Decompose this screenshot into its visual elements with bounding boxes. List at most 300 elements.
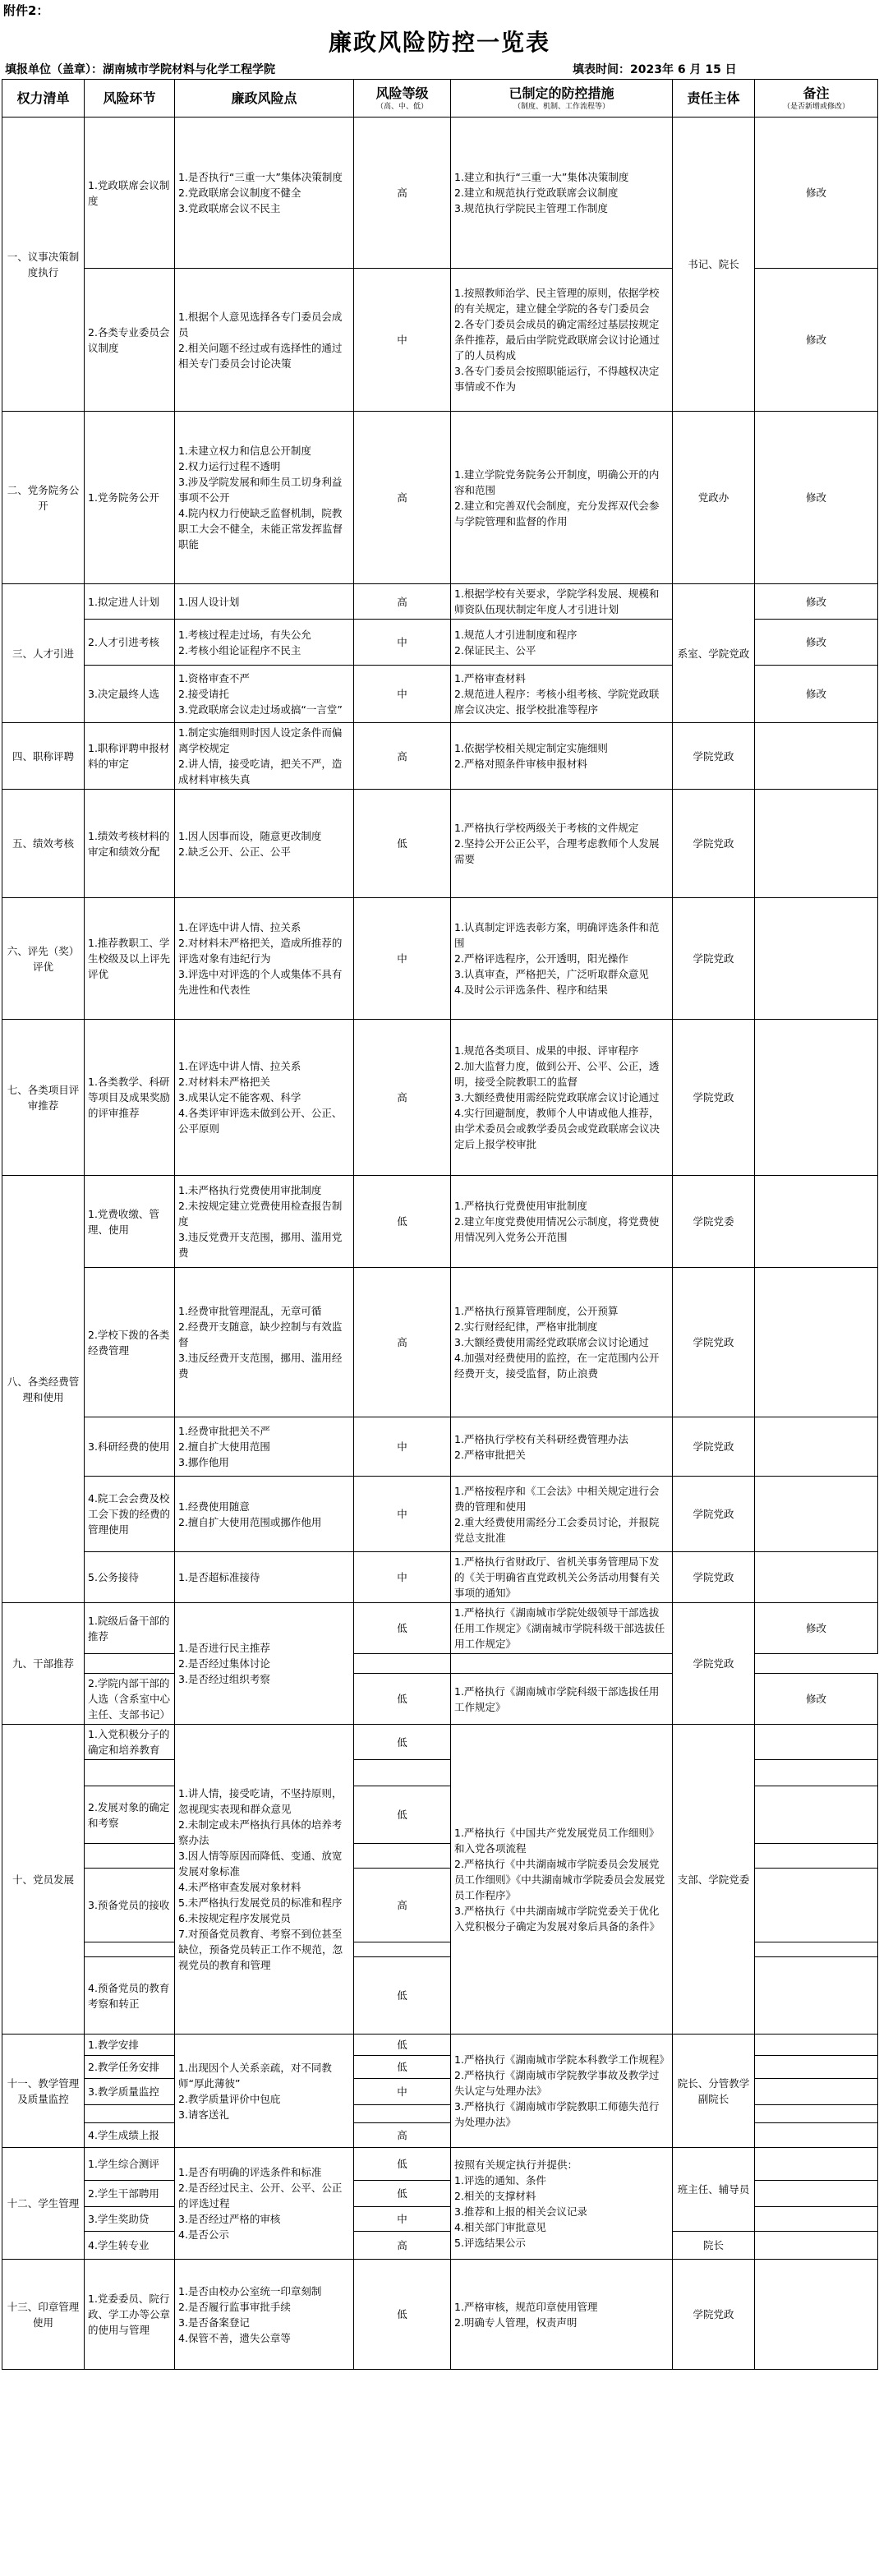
risk-level-cell: 中 [354, 2079, 451, 2105]
risk-point-line: 4.保管不善，遗失公章等 [178, 2331, 291, 2344]
risk-level-cell: 高 [354, 118, 451, 269]
note-cell [755, 2105, 878, 2123]
note-cell: 修改 [755, 412, 878, 584]
table-row [2, 1020, 878, 1176]
risk-point-line: 2.是否经过民主、公开、公平、公正的评选过程 [178, 2182, 343, 2210]
note-cell [755, 1942, 878, 1957]
risk-point-line: 2.对材料未严格把关，造成所推荐的评选对象有违纪行为 [178, 937, 343, 965]
measure-line: 1.按照教师治学、民主管理的原则，依据学校的有关规定，建立健全学院的各专门委员会 [454, 287, 660, 315]
note-cell [755, 2148, 878, 2181]
note-cell [755, 2181, 878, 2207]
measure-cell [451, 2148, 673, 2260]
risk-step-cell: 1.党政联席会议制度 [85, 118, 175, 269]
measure-line: 4.加强对经费使用的监控，在一定范围内公开经费开支，接受监督，防止浪费 [454, 1352, 660, 1380]
risk-level-cell: 低 [354, 1786, 451, 1844]
measure-line: 2.建立和规范执行党政联席会议制度 [454, 187, 619, 199]
risk-step-cell: 2.教学任务安排 [85, 2056, 175, 2079]
power-list-cell: 六、评先（奖）评优 [2, 898, 85, 1020]
risk-point-line: 1.经费使用随意 [178, 1500, 250, 1513]
measure-line: 1.严格审查材料 [454, 672, 526, 684]
risk-point-line: 2.教学质量评价中包庇 [178, 2092, 281, 2105]
risk-step-cell: 1.推荐教职工、学生校级及以上评先评优 [85, 898, 175, 1020]
measure-cell [451, 2260, 673, 2370]
responsible-cell: 学院党政 [673, 2260, 755, 2370]
risk-point-line: 2.对材料未严格把关 [178, 1076, 270, 1088]
risk-point-cell [175, 269, 354, 412]
risk-step-cell: 1.党委委员、院行政、学工办等公章的使用与管理 [85, 2260, 175, 2370]
power-list-cell: 十三、印章管理使用 [2, 2260, 85, 2370]
measure-line: 1.规范各类项目、成果的申报、评审程序 [454, 1044, 639, 1057]
risk-point-cell [175, 412, 354, 584]
attachment-label: 附件2： [3, 3, 49, 18]
risk-point-line: 1.经费审批把关不严 [178, 1425, 270, 1437]
risk-point-line: 1.在评选中讲人情、拉关系 [178, 1060, 301, 1072]
risk-point-line: 6.未按规定程序发展党员 [178, 1912, 291, 1924]
risk-point-cell [175, 584, 354, 620]
risk-step-cell: 4.预备党员的教育考察和转正 [85, 1957, 175, 2035]
risk-level-cell: 中 [354, 269, 451, 412]
measure-line: 2.严格对照条件审核申报材料 [454, 758, 587, 770]
risk-step-cell: 1.职称评聘申报材料的审定 [85, 723, 175, 790]
risk-point-line: 1.出现因个人关系亲疏，对不同教师“厚此薄彼” [178, 2061, 332, 2090]
risk-point-line: 3.是否经过组织考察 [178, 1673, 270, 1685]
measure-cell [451, 1725, 673, 2035]
table-row [2, 1603, 878, 1654]
risk-level-cell: 低 [354, 2035, 451, 2056]
responsible-cell: 学院党政 [673, 1020, 755, 1176]
measure-cell [451, 620, 673, 666]
measure-line: 2.相关的支撑材料 [454, 2189, 536, 2202]
measure-line: 1.严格执行党费使用审批制度 [454, 1200, 587, 1212]
note-cell [755, 2232, 878, 2260]
measure-line: 1.严格按程序和《工会法》中相关规定进行会费的管理和使用 [454, 1484, 660, 1513]
risk-point-line: 4.院内权力行使缺乏监督机制，院教职工大会不健全，未能正常发挥监督职能 [178, 507, 343, 551]
risk-step-cell: 1.拟定进人计划 [85, 584, 175, 620]
note-cell [755, 1786, 878, 1844]
risk-point-line: 2.未制定或未严格执行具体的培养考察办法 [178, 1818, 343, 1846]
measure-line: 2.严格执行《湖南城市学院教学事故及教学过失认定与处理办法》 [454, 2069, 660, 2097]
risk-level-cell: 低 [354, 790, 451, 898]
measure-line: 1.建立学院党务院务公开制度，明确公开的内容和范围 [454, 468, 660, 496]
responsible-cell: 学院党政 [673, 1603, 755, 1725]
measure-line: 1.严格执行学校两级关于考核的文件规定 [454, 822, 639, 834]
measure-line: 2.保证民主、公平 [454, 643, 536, 657]
measure-line: 2.严格审批把关 [454, 1448, 526, 1461]
risk-point-line: 1.是否由校办公室统一印章刻制 [178, 2284, 322, 2297]
table-row [2, 2035, 878, 2056]
risk-point-cell [175, 1417, 354, 1477]
risk-level-cell: 高 [354, 584, 451, 620]
risk-step-cell: 4.学生转专业 [85, 2232, 175, 2260]
note-cell [755, 1020, 878, 1176]
responsible-cell: 班主任、辅导员 [673, 2148, 755, 2232]
risk-control-table [2, 79, 878, 2370]
risk-step-cell: 2.各类专业委员会议制度 [85, 269, 175, 412]
table-row [2, 898, 878, 1020]
table-row [2, 118, 878, 269]
note-cell [755, 898, 878, 1020]
risk-step-cell: 3.教学质量监控 [85, 2079, 175, 2105]
measure-line: 1.认真制定评选表彰方案，明确评选条件和范围 [454, 921, 660, 949]
note-cell [755, 1552, 878, 1603]
table-row [2, 584, 878, 620]
risk-step-cell: 4.院工会会费及校工会下拨的经费的管理使用 [85, 1477, 175, 1552]
risk-point-cell [175, 1725, 354, 2035]
power-list-cell: 二、党务院务公开 [2, 412, 85, 584]
risk-step-cell [85, 1760, 175, 1786]
risk-level-cell: 中 [354, 620, 451, 666]
risk-step-cell: 1.各类教学、科研等项目及成果奖励的评审推荐 [85, 1020, 175, 1176]
risk-level-cell: 高 [354, 1869, 451, 1942]
note-cell [755, 1844, 878, 1869]
measure-line: 1.严格执行预算管理制度，公开预算 [454, 1305, 619, 1317]
power-list-cell: 九、干部推荐 [2, 1603, 85, 1725]
risk-step-cell: 1.学生综合测评 [85, 2148, 175, 2181]
risk-point-line: 1.是否超标准接待 [178, 1571, 260, 1583]
measure-line: 2.明确专人管理，权责声明 [454, 2316, 578, 2329]
measure-cell [451, 1674, 673, 1725]
note-cell [755, 790, 878, 898]
risk-step-cell [85, 1654, 175, 1674]
risk-step-cell: 2.学生干部聘用 [85, 2181, 175, 2207]
header-risk-level: 风险等级 （高、中、低） [354, 80, 451, 118]
risk-level-cell: 高 [354, 2123, 451, 2148]
table-row [2, 1417, 878, 1477]
risk-step-cell: 1.教学安排 [85, 2035, 175, 2056]
table-row [2, 2148, 878, 2181]
measure-cell [451, 1176, 673, 1268]
responsible-cell: 党政办 [673, 412, 755, 584]
risk-point-line: 3.涉及学院发展和师生员工切身利益事项不公开 [178, 476, 343, 504]
risk-level-cell [354, 1760, 451, 1786]
measure-line: 3.严格执行《中共湖南城市学院党委关于优化入党积极分子确定为发展对象后具备的条件》 [454, 1904, 660, 1933]
table-row [2, 790, 878, 898]
risk-point-line: 3.是否备案登记 [178, 2316, 250, 2329]
measure-line: 2.坚持公开公正公平，合理考虑教师个人发展需要 [454, 837, 660, 865]
risk-level-cell: 高 [354, 1268, 451, 1417]
power-list-cell: 五、绩效考核 [2, 790, 85, 898]
measure-line: 2.建立和完善双代会制度，充分发挥双代会参与学院管理和监督的作用 [454, 499, 660, 528]
header-measures: 已制定的防控措施 （制度、机制、工作流程等） [451, 80, 673, 118]
risk-level-cell: 低 [354, 2148, 451, 2181]
table-body [2, 118, 878, 2370]
risk-point-line: 3.因人情等原因而降低、变通、放宽发展对象标准 [178, 1850, 343, 1878]
risk-point-cell [175, 666, 354, 723]
risk-step-cell: 3.预备党员的接收 [85, 1869, 175, 1942]
risk-step-cell [85, 1942, 175, 1957]
risk-point-line: 4.是否公示 [178, 2228, 229, 2241]
measure-cell [451, 412, 673, 584]
risk-point-cell [175, 620, 354, 666]
measure-line: 4.相关部门审批意见 [454, 2220, 546, 2233]
risk-level-cell: 低 [354, 2181, 451, 2207]
risk-step-cell: 1.院级后备干部的推荐 [85, 1603, 175, 1654]
note-cell [755, 1477, 878, 1552]
measure-line: 1.严格执行《湖南城市学院本科教学工作规程》 [454, 2053, 670, 2066]
risk-level-cell: 中 [354, 666, 451, 723]
note-cell [755, 1417, 878, 1477]
risk-point-cell [175, 2148, 354, 2260]
power-list-cell: 一、议事决策制度执行 [2, 118, 85, 412]
power-list-cell: 十一、教学管理及质量监控 [2, 2035, 85, 2148]
measure-line: 1.依据学校相关规定制定实施细则 [454, 742, 608, 754]
risk-level-cell: 低 [354, 1725, 451, 1760]
risk-level-cell: 低 [354, 1957, 451, 2035]
responsible-cell: 学院党政 [673, 1417, 755, 1477]
table-header-row [2, 80, 878, 118]
risk-point-cell [175, 1552, 354, 1603]
risk-point-line: 1.讲人情，接受吃请，不坚持原则，忽视现实表现和群众意见 [178, 1787, 343, 1815]
risk-step-cell: 1.入党积极分子的确定和培养教育 [85, 1725, 175, 1760]
risk-level-cell: 低 [354, 2056, 451, 2079]
risk-point-cell [175, 790, 354, 898]
note-cell [755, 1869, 878, 1942]
risk-point-line: 2.党政联席会议制度不健全 [178, 187, 301, 199]
risk-point-line: 3.评选中对评选的个人或集体不具有先进性和代表性 [178, 968, 343, 996]
note-cell [755, 1957, 878, 2035]
measure-cell [451, 898, 673, 1020]
table-row [2, 1176, 878, 1268]
responsible-cell: 院长、分管教学副院长 [673, 2035, 755, 2148]
measure-cell [451, 1020, 673, 1176]
note-cell [755, 2123, 878, 2148]
power-list-cell: 十二、学生管理 [2, 2148, 85, 2260]
measure-line: 1.规范人才引进制度和程序 [454, 628, 578, 641]
risk-point-line: 1.考核过程走过场，有失公允 [178, 628, 311, 641]
risk-point-line: 2.是否经过集体讨论 [178, 1657, 270, 1670]
risk-point-line: 2.是否履行监事审批手续 [178, 2300, 291, 2313]
measure-line: 2.加大监督力度，做到公开、公平、公正，透明，接受全院教职工的监督 [454, 1060, 660, 1088]
risk-level-cell: 高 [354, 412, 451, 584]
measure-cell [451, 723, 673, 790]
measure-cell [451, 1552, 673, 1603]
responsible-cell: 系室、学院党政 [673, 584, 755, 723]
risk-point-line: 4.未严格审查发展对象材料 [178, 1881, 301, 1893]
risk-step-cell: 1.党务院务公开 [85, 412, 175, 584]
power-list-cell: 四、职称评聘 [2, 723, 85, 790]
table-row [2, 1552, 878, 1603]
measure-line: 3.大额经费使用需经党政联席会议讨论通过 [454, 1336, 649, 1348]
note-cell: 修改 [755, 269, 878, 412]
risk-point-line: 3.是否经过严格的审核 [178, 2213, 281, 2225]
measure-cell [451, 1603, 673, 1654]
fill-time: 填表时间：2023年 6 月 15 日 [573, 63, 737, 76]
risk-point-cell [175, 1268, 354, 1417]
responsible-cell: 学院党政 [673, 723, 755, 790]
header-power-list: 权力清单 [2, 80, 85, 118]
measure-cell [451, 269, 673, 412]
measure-line: 3.严格执行《湖南城市学院教职工师德失范行为处理办法》 [454, 2100, 660, 2128]
risk-point-line: 1.在评选中讲人情、拉关系 [178, 921, 301, 933]
risk-point-line: 3.请客送礼 [178, 2108, 229, 2121]
measure-line: 2.严格评选程序，公开透明，阳光操作 [454, 952, 628, 965]
measure-line: 1.严格执行《湖南城市学院处级领导干部选拔任用工作规定》《湖南城市学院科级干部选拔任用工作规定》 [454, 1606, 665, 1650]
measure-line: 5.评选结果公示 [454, 2236, 526, 2249]
risk-point-cell [175, 1477, 354, 1552]
measure-line: 1.评选的通知、条件 [454, 2173, 546, 2187]
note-cell [755, 2035, 878, 2056]
measure-cell [451, 1477, 673, 1552]
risk-step-cell: 3.学生奖助贷 [85, 2207, 175, 2232]
note-cell: 修改 [755, 1674, 878, 1725]
measure-line: 1.严格执行《湖南城市学院科级干部选拔任用工作规定》 [454, 1684, 660, 1713]
risk-point-cell [175, 1603, 354, 1725]
page-title: 廉政风险防控一览表 [328, 29, 550, 56]
risk-point-line: 1.是否进行民主推荐 [178, 1642, 270, 1654]
measure-line: 4.实行回避制度，教师个人申请或他人推荐，由学术委员会或教学委员会或党政联席会议决定后上报学校审批 [454, 1107, 660, 1150]
responsible-cell: 学院党委 [673, 1176, 755, 1268]
note-cell: 修改 [755, 584, 878, 620]
measure-line: 3.推荐和上报的相关会议记录 [454, 2205, 587, 2218]
measure-line: 按照有关规定执行并提供： [454, 2158, 578, 2171]
risk-level-cell [354, 1844, 451, 1869]
measure-line: 2.建立年度党费使用情况公示制度，将党费使用情况列入党务公开范围 [454, 1215, 660, 1243]
responsible-cell: 院长 [673, 2232, 755, 2260]
risk-step-cell: 2.人才引进考核 [85, 620, 175, 666]
measure-cell [451, 2035, 673, 2148]
table-row [2, 412, 878, 584]
measure-line: 3.大额经费使用需经院党政联席会议讨论通过 [454, 1091, 660, 1104]
risk-step-cell: 1.绩效考核材料的审定和绩效分配 [85, 790, 175, 898]
risk-step-cell: 3.决定最终人选 [85, 666, 175, 723]
measure-line: 2.严格执行《中共湖南城市学院委员会发展党员工作细则》《中共湖南城市学院委员会发展党员工作程序》 [454, 1857, 665, 1901]
risk-point-line: 3.党政联席会议走过场或搞“一言堂” [178, 703, 343, 716]
note-cell: 修改 [755, 666, 878, 723]
note-cell [755, 723, 878, 790]
measure-line: 1.根据学校有关要求，学院学科发展、规模和师资队伍现状制定年度人才引进计划 [454, 588, 660, 615]
risk-point-cell [175, 723, 354, 790]
risk-level-cell: 中 [354, 1477, 451, 1552]
risk-point-line: 4.各类评审评选未做到公开、公正、公平原则 [178, 1107, 343, 1135]
risk-point-line: 7.对预备党员教育、考察不到位甚至缺位，预备党员转正工作不规范，忽视党员的教育和管理 [178, 1928, 343, 1971]
measure-line: 3.各专门委员会按照职能运行，不得越权决定事情或不作为 [454, 365, 660, 393]
risk-point-line: 1.未建立权力和信息公开制度 [178, 445, 311, 457]
risk-point-cell [175, 118, 354, 269]
measure-cell [451, 1417, 673, 1477]
risk-step-cell: 2.学校下拨的各类经费管理 [85, 1268, 175, 1417]
table-row [2, 2260, 878, 2370]
measure-line: 4.及时公示评选条件、程序和结果 [454, 984, 608, 996]
risk-level-cell: 中 [354, 1417, 451, 1477]
header-responsible: 责任主体 [673, 80, 755, 118]
table-row [2, 1725, 878, 1760]
risk-step-cell: 5.公务接待 [85, 1552, 175, 1603]
risk-point-line: 2.经费开支随意，缺少控制与有效监督 [178, 1320, 343, 1348]
risk-point-line: 1.是否执行“三重一大”集体决策制度 [178, 171, 343, 183]
risk-level-cell [354, 1942, 451, 1957]
risk-step-cell: 2.学院内部干部的人选（含系室中心主任、支部书记） [85, 1674, 175, 1725]
measure-cell [451, 666, 673, 723]
risk-step-cell: 2.发展对象的确定和考察 [85, 1786, 175, 1844]
note-cell: 修改 [755, 620, 878, 666]
note-cell [755, 2056, 878, 2079]
note-cell: 修改 [755, 118, 878, 269]
note-cell [755, 2207, 878, 2232]
table-row [2, 1477, 878, 1552]
risk-step-cell: 3.科研经费的使用 [85, 1417, 175, 1477]
risk-level-cell [354, 1654, 451, 1674]
responsible-cell: 学院党政 [673, 1268, 755, 1417]
table-row [2, 723, 878, 790]
risk-point-line: 1.因人设计划 [178, 595, 240, 608]
risk-point-line: 2.讲人情，接受吃请，把关不严，造成材料审核失真 [178, 758, 343, 786]
risk-point-line: 1.根据个人意见选择各专门委员会成员 [178, 310, 343, 339]
risk-point-line: 2.权力运行过程不透明 [178, 460, 281, 472]
note-cell [755, 1725, 878, 1760]
risk-point-cell [175, 2035, 354, 2148]
measure-line: 3.规范执行学院民主管理工作制度 [454, 202, 608, 214]
measure-cell [451, 790, 673, 898]
note-cell [755, 2079, 878, 2105]
risk-point-line: 2.考核小组论证程序不民主 [178, 643, 301, 657]
table-row [2, 1268, 878, 1417]
power-list-cell: 三、人才引进 [2, 584, 85, 723]
measure-line: 1.严格执行《中国共产党发展党员工作细则》和入党各项流程 [454, 1826, 660, 1855]
measure-line: 2.各专门委员会成员的确定需经过基层按规定条件推荐，最后由学院党政联席会议讨论通过了的人员构成 [454, 318, 660, 362]
risk-point-line: 2.擅自扩大使用范围 [178, 1440, 270, 1453]
power-list-cell: 八、各类经费管理和使用 [2, 1176, 85, 1603]
note-cell [755, 1760, 878, 1786]
risk-point-cell [175, 1020, 354, 1176]
measure-cell [451, 118, 673, 269]
risk-point-cell [175, 898, 354, 1020]
measure-cell [451, 584, 673, 620]
measure-line: 2.重大经费使用需经分工会委员讨论，并报院党总支批准 [454, 1515, 660, 1544]
risk-point-line: 2.缺乏公开、公正、公平 [178, 845, 291, 858]
header-note: 备注 （是否新增或修改） [755, 80, 878, 118]
measure-line: 1.严格执行学校有关科研经费管理办法 [454, 1432, 628, 1445]
risk-point-line: 5.未严格执行发展党员的标准和程序 [178, 1896, 343, 1909]
risk-point-line: 1.制定实施细则时因人设定条件而偏离学校规定 [178, 726, 343, 754]
risk-point-line: 1.未严格执行党费使用审批制度 [178, 1184, 322, 1196]
measure-line: 2.实行财经纪律，严格审批制度 [454, 1320, 598, 1333]
risk-point-line: 3.违反党费开支范围，挪用、滥用党费 [178, 1231, 343, 1259]
responsible-cell: 学院党政 [673, 1477, 755, 1552]
risk-point-line: 3.违反经费开支范围，挪用、滥用经费 [178, 1352, 343, 1380]
header-risk-step: 风险环节 [85, 80, 175, 118]
risk-point-line: 3.党政联席会议不民主 [178, 202, 281, 214]
risk-level-cell: 高 [354, 723, 451, 790]
risk-point-line: 3.成果认定不能客观、科学 [178, 1091, 301, 1104]
risk-level-cell [354, 2105, 451, 2123]
note-cell: 修改 [755, 1603, 878, 1654]
risk-level-cell: 低 [354, 1176, 451, 1268]
risk-step-cell [85, 1844, 175, 1869]
header-risk-point: 廉政风险点 [175, 80, 354, 118]
risk-level-cell: 低 [354, 2260, 451, 2370]
risk-level-cell: 中 [354, 2207, 451, 2232]
note-cell [755, 1176, 878, 1268]
risk-point-line: 1.资格审查不严 [178, 672, 250, 684]
risk-step-cell [85, 2105, 175, 2123]
risk-point-line: 1.是否有明确的评选条件和标准 [178, 2166, 322, 2178]
risk-point-cell [175, 2260, 354, 2370]
responsible-cell: 书记、院长 [673, 118, 755, 412]
risk-point-line: 2.接受请托 [178, 688, 229, 700]
risk-point-line: 3.挪作他用 [178, 1456, 229, 1468]
note-cell [451, 1654, 673, 1674]
note-cell [755, 2260, 878, 2370]
risk-level-cell: 低 [354, 1603, 451, 1654]
risk-level-cell: 低 [354, 1674, 451, 1725]
risk-point-line: 2.相关问题不经过或有选择性的通过相关专门委员会讨论决策 [178, 341, 343, 370]
responsible-cell: 学院党政 [673, 1552, 755, 1603]
responsible-cell: 支部、学院党委 [673, 1725, 755, 2035]
risk-point-line: 1.因人因事而设，随意更改制度 [178, 829, 322, 842]
measure-line: 2.规范进人程序：考核小组考核、学院党政联席会议决定、报学校批准等程序 [454, 688, 660, 716]
power-list-cell: 七、各类项目评审推荐 [2, 1020, 85, 1176]
risk-level-cell: 中 [354, 898, 451, 1020]
